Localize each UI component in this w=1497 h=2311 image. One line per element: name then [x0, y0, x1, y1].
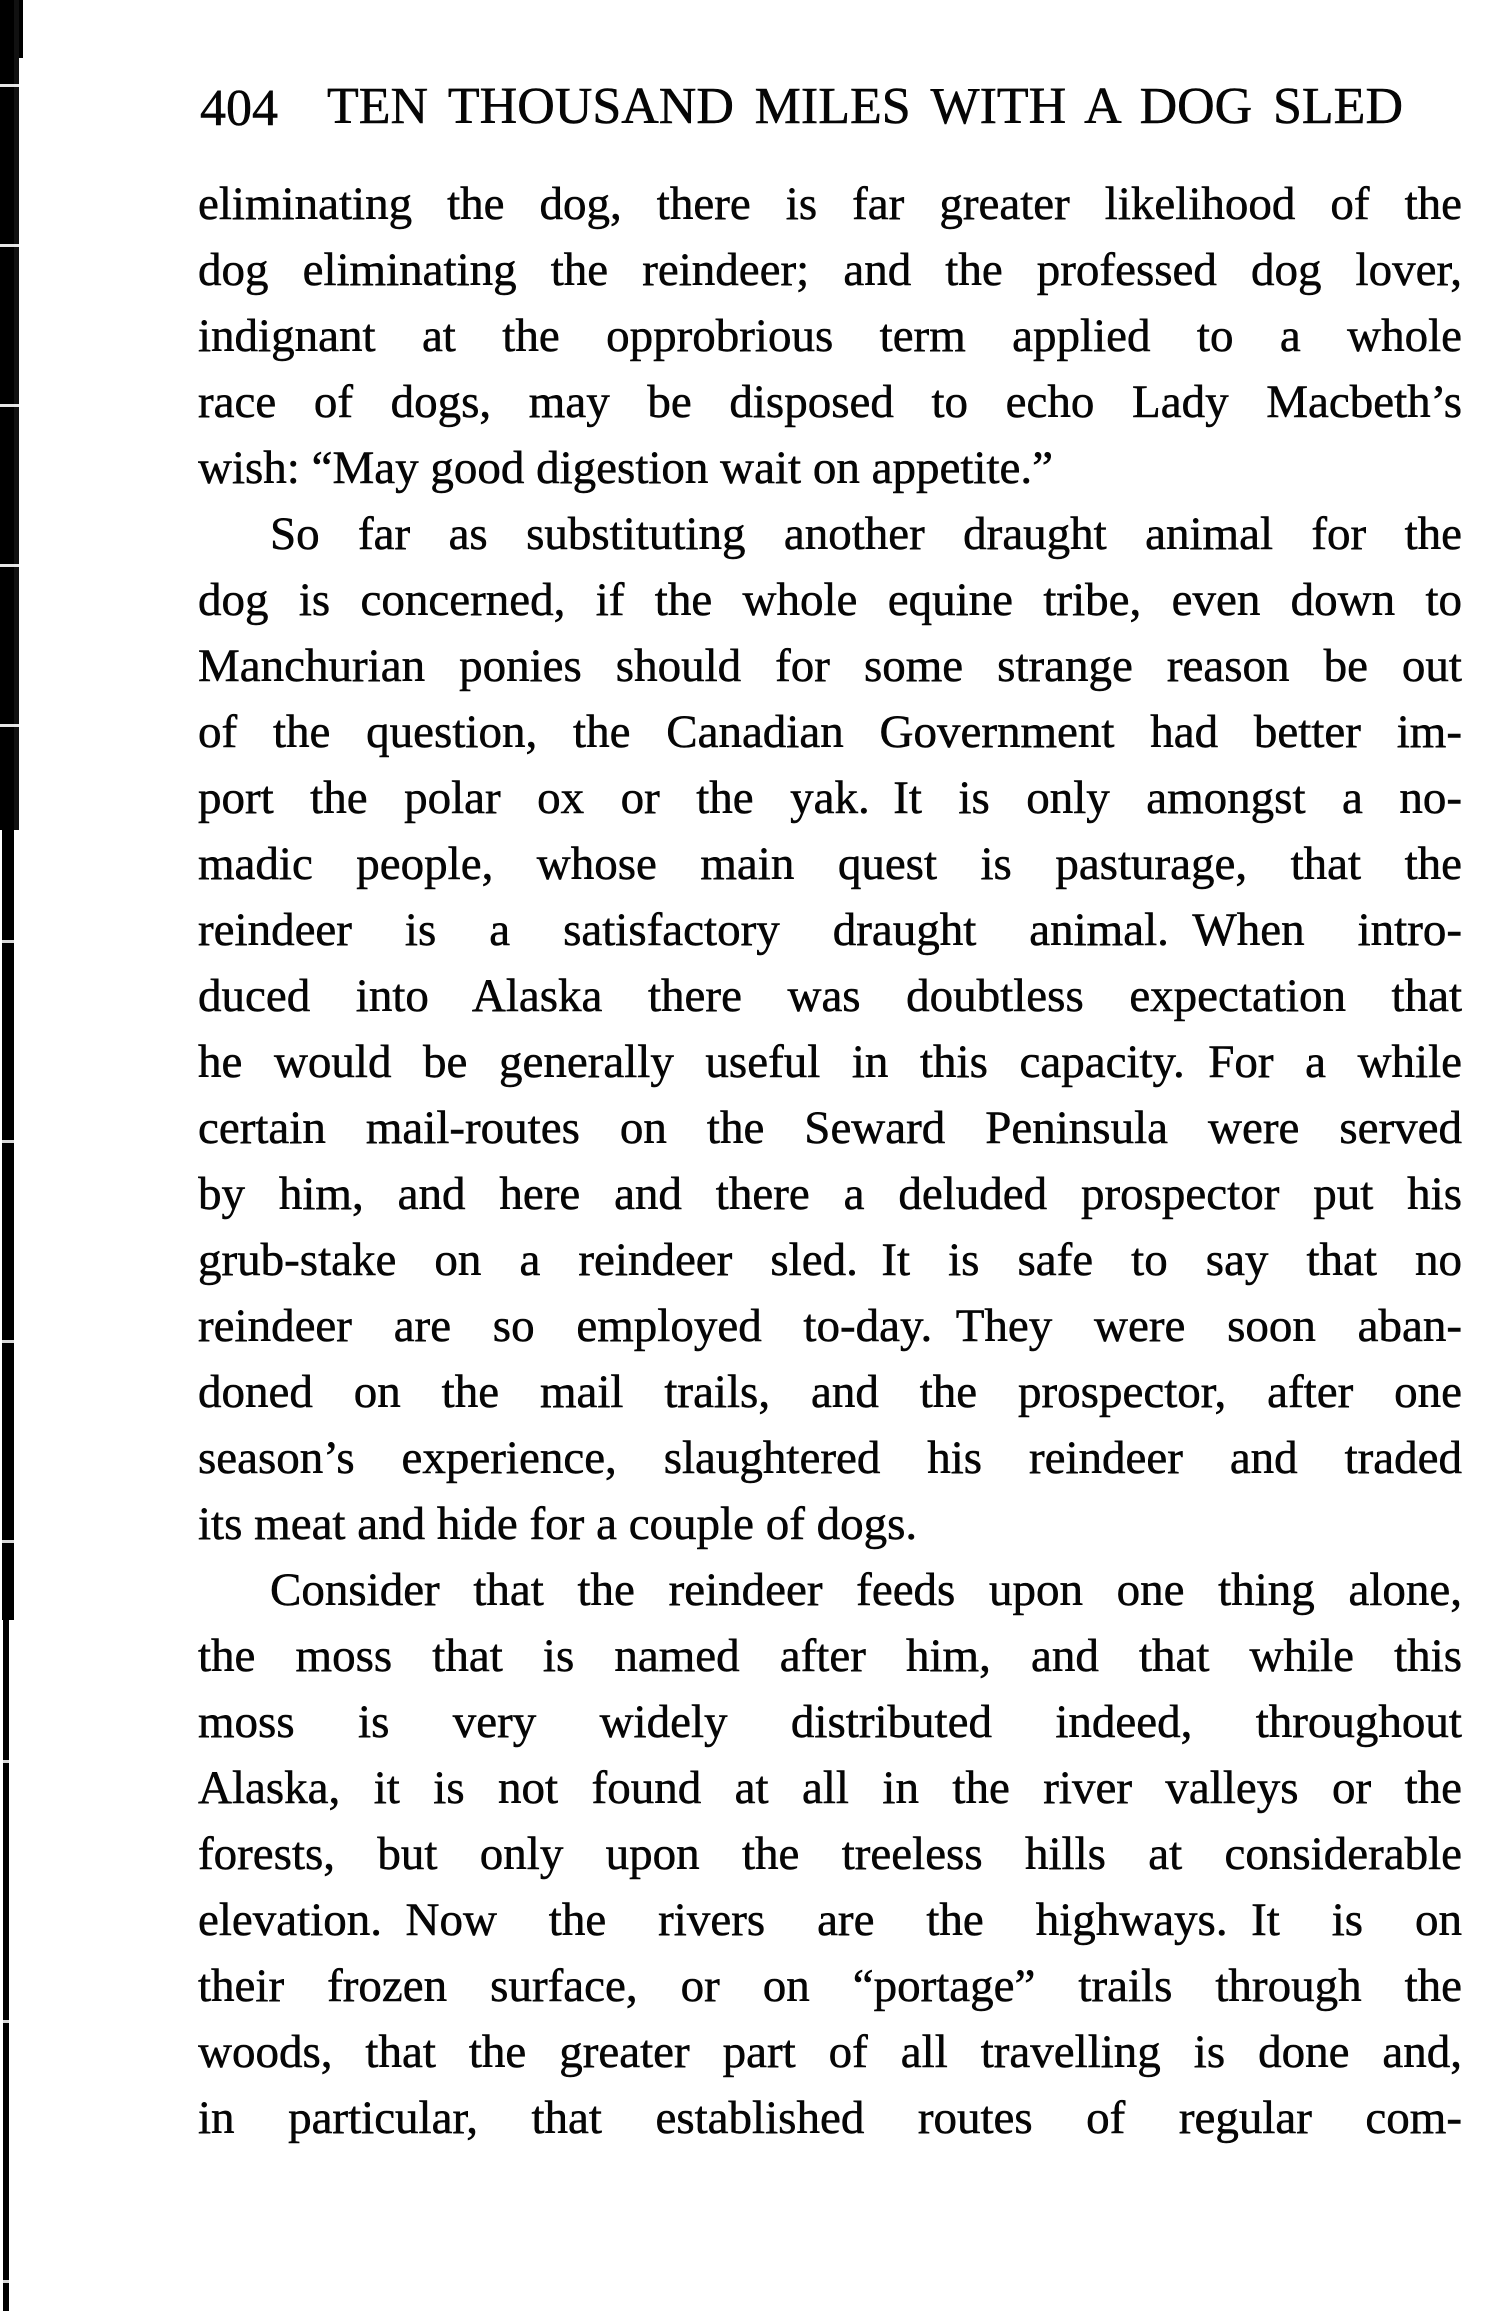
body-text-line: by him, and here and there a deluded prospector put his — [198, 1168, 1462, 1220]
body-text-line: race of dogs, may be disposed to echo Lady Macbeth’s — [198, 376, 1462, 428]
body-text-line: doned on the mail trails, and the prospector, after one — [198, 1366, 1462, 1418]
body-text-line: So far as substituting another draught animal for the — [270, 508, 1462, 560]
body-text-line: dog is concerned, if the whole equine tribe, even down to — [198, 574, 1462, 626]
body-text-line: reindeer are so employed to-day. They were soon aban- — [198, 1300, 1462, 1352]
body-text-line: reindeer is a satisfactory draught animal. When intro- — [198, 904, 1462, 956]
body-text-line: wish: “May good digestion wait on appetite.” — [198, 442, 1053, 494]
body-text-line: forests, but only upon the treeless hills at considerable — [198, 1828, 1462, 1880]
running-head — [200, 74, 1410, 140]
body-text-line: he would be generally useful in this capacity. For a while — [198, 1036, 1462, 1088]
body-text-line: port the polar ox or the yak. It is only amongst a no- — [198, 772, 1462, 824]
body-text-line: certain mail-routes on the Seward Peninsula were served — [198, 1102, 1462, 1154]
body-text-line: eliminating the dog, there is far greater likelihood of the — [198, 178, 1462, 230]
page-number: 404 — [200, 80, 278, 137]
scan-gutter-top — [0, 0, 19, 830]
body-text-line: Alaska, it is not found at all in the river valleys or the — [198, 1762, 1462, 1814]
body-text-line: duced into Alaska there was doubtless expectation that — [198, 970, 1462, 1022]
body-text-line: season’s experience, slaughtered his reindeer and traded — [198, 1432, 1462, 1484]
scan-gutter-bottom — [0, 1620, 9, 2311]
body-text-line: its meat and hide for a couple of dogs. — [198, 1498, 918, 1550]
body-text-line: Manchurian ponies should for some strange reason be out — [198, 640, 1462, 692]
body-text-line: the moss that is named after him, and that while this — [198, 1630, 1462, 1682]
body-text-line: grub-stake on a reindeer sled. It is safe to say that no — [198, 1234, 1462, 1286]
body-text-line: woods, that the greater part of all travelling is done and, — [198, 2026, 1462, 2078]
body-text-line: their frozen surface, or on “portage” trails through the — [198, 1960, 1462, 2012]
body-text-line: madic people, whose main quest is pasturage, that the — [198, 838, 1462, 890]
body-text-line: in particular, that established routes of regular com- — [198, 2092, 1462, 2144]
body-text-line: indignant at the opprobrious term applied to a whole — [198, 310, 1462, 362]
body-text-line: elevation. Now the rivers are the highways. It is on — [198, 1894, 1462, 1946]
scan-gutter-middle — [0, 830, 14, 1620]
body-text-line: Consider that the reindeer feeds upon one thing alone, — [270, 1564, 1462, 1616]
body-text-line: dog eliminating the reindeer; and the professed dog lover, — [198, 244, 1462, 296]
body-text-line: moss is very widely distributed indeed, throughout — [198, 1696, 1462, 1748]
body-text-block — [198, 171, 1462, 2151]
body-text-line: of the question, the Canadian Government had better im- — [198, 706, 1462, 758]
running-title: TEN THOUSAND MILES WITH A DOG SLED — [327, 78, 1403, 135]
